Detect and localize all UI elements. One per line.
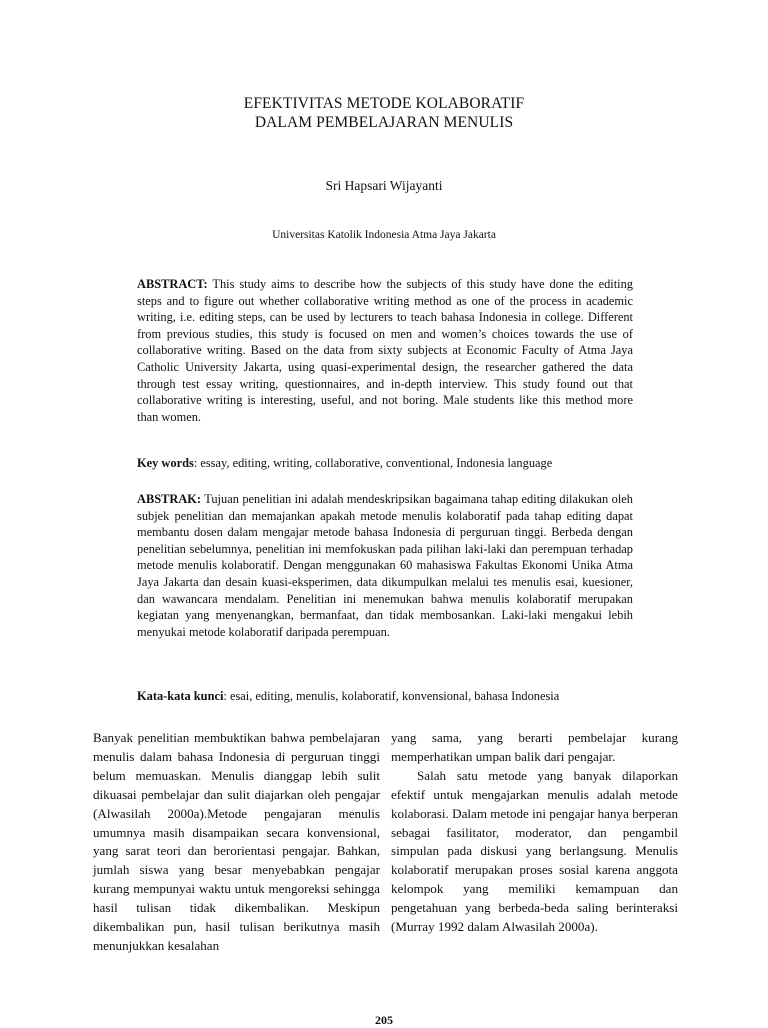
body-column-left	[93, 729, 380, 956]
abstract-en-text: This study aims to describe how the subjects of this study have done the editing steps and to figure out whether collaborative writing method as one of the process in academic writing, i.e. editing steps, can be used by lecturers to teach bahasa Indonesia in college. Different from previous studies, this study is focused on men and women’s choices towards the use of collaborative writing. Based on the data from sixty subjects at Economic Faculty of Atma Jaya Catholic University Jakarta, using quasi-experimental design, the researcher gathered the data through test essay writing, questionnaires, and in-depth interview. This study found out that collaborative writing is interesting, useful, and not boring. Male students like this method more than women.	[137, 277, 634, 424]
keywords-indonesian	[137, 688, 633, 705]
abstract-indonesian	[137, 491, 633, 640]
body-column-right	[391, 729, 678, 937]
body-paragraph-continuation: yang sama, yang berarti pembelajar kurang memperhatikan umpan balik dari pengajar.	[391, 730, 678, 764]
title-line-1: EFEKTIVITAS METODE KOLABORATIF	[243, 95, 525, 112]
keywords-id-label: Kata-kata kunci	[137, 689, 224, 703]
body-paragraph: Banyak penelitian membuktikan bahwa pembelajaran menulis dalam bahasa Indonesia di perguruan tinggi belum memuaskan. Menulis dianggap lebih sulit dikuasai pembelajar dan sulit diajarkan oleh pengajar (Alwasilah 2000a).Metode pengajaran menulis umumnya masih disampaikan secara konvensional, yang sarat teori dan berorientasi pengajar. Bahkan, jumlah siswa yang besar menyebabkan pengajar kurang mempunyai waktu untuk mengoreksi sehingga hasil tulisan tidak dikembalikan. Meskipun dikembalikan pun, hasil tulisan berikutnya masih menunjukkan kesalahan	[93, 730, 380, 953]
abstract-english	[137, 276, 633, 425]
author-name: Sri Hapsari Wijayanti	[325, 178, 443, 193]
keywords-en-label: Key words	[137, 456, 194, 470]
title-line-2: DALAM PEMBELAJARAN MENULIS	[254, 114, 514, 131]
body-paragraph: Salah satu metode yang banyak dilaporkan efektif untuk mengajarkan menulis adalah metode kolaborasi. Dalam metode ini pengajar hanya berperan sebagai fasilitator, moderator, dan pengambil simpulan pada diskusi yang berlangsung. Menulis kolaboratif merupakan proses sosial karena anggota kelompok yang memiliki kemampuan dan pengetahuan yang berbeda-beda saling berinteraksi (Murray 1992 dalam Alwasilah 2000a).	[391, 767, 678, 935]
keywords-en-text: : essay, editing, writing, collaborative, conventional, Indonesia language	[193, 456, 553, 470]
abstract-en-label: ABSTRACT:	[137, 277, 208, 291]
paper-title	[0, 94, 768, 132]
abstract-id-label: ABSTRAK:	[137, 492, 202, 506]
abstract-id-text: Tujuan penelitian ini adalah mendeskripsikan bagaimana tahap editing dilakukan oleh subjek penelitian dan memajankan apakah metode menulis kolaboratif pada tahap editing dapat membantu dosen dalam mengajar metode bahasa Indonesia di perguruan tinggi. Berbeda dengan penelitian sebelumnya, penelitian ini memfokuskan pada pilihan laki-laki dan perempuan terhadap metode menulis kolaboratif. Dengan menggunakan 60 mahasiswa Fakultas Ekonomi Unika Atma Jaya Jakarta dan desain kuasi-eksperimen, data dikumpulkan melalui tes menulis esai, kuesioner, dan wawancara mendalam. Penelitian ini menemukan bahwa menulis kolaboratif merupakan kegiatan yang menyenangkan, bermanfaat, dan tidak membosankan. Laki-laki mengakui lebih menyukai metode kolaboratif daripada perempuan.	[137, 492, 634, 639]
page-number: 205	[375, 1013, 393, 1027]
keywords-english	[137, 455, 633, 472]
keywords-id-text: : esai, editing, menulis, kolaboratif, konvensional, bahasa Indonesia	[223, 689, 560, 703]
author-affiliation: Universitas Katolik Indonesia Atma Jaya Jakarta	[272, 229, 496, 241]
